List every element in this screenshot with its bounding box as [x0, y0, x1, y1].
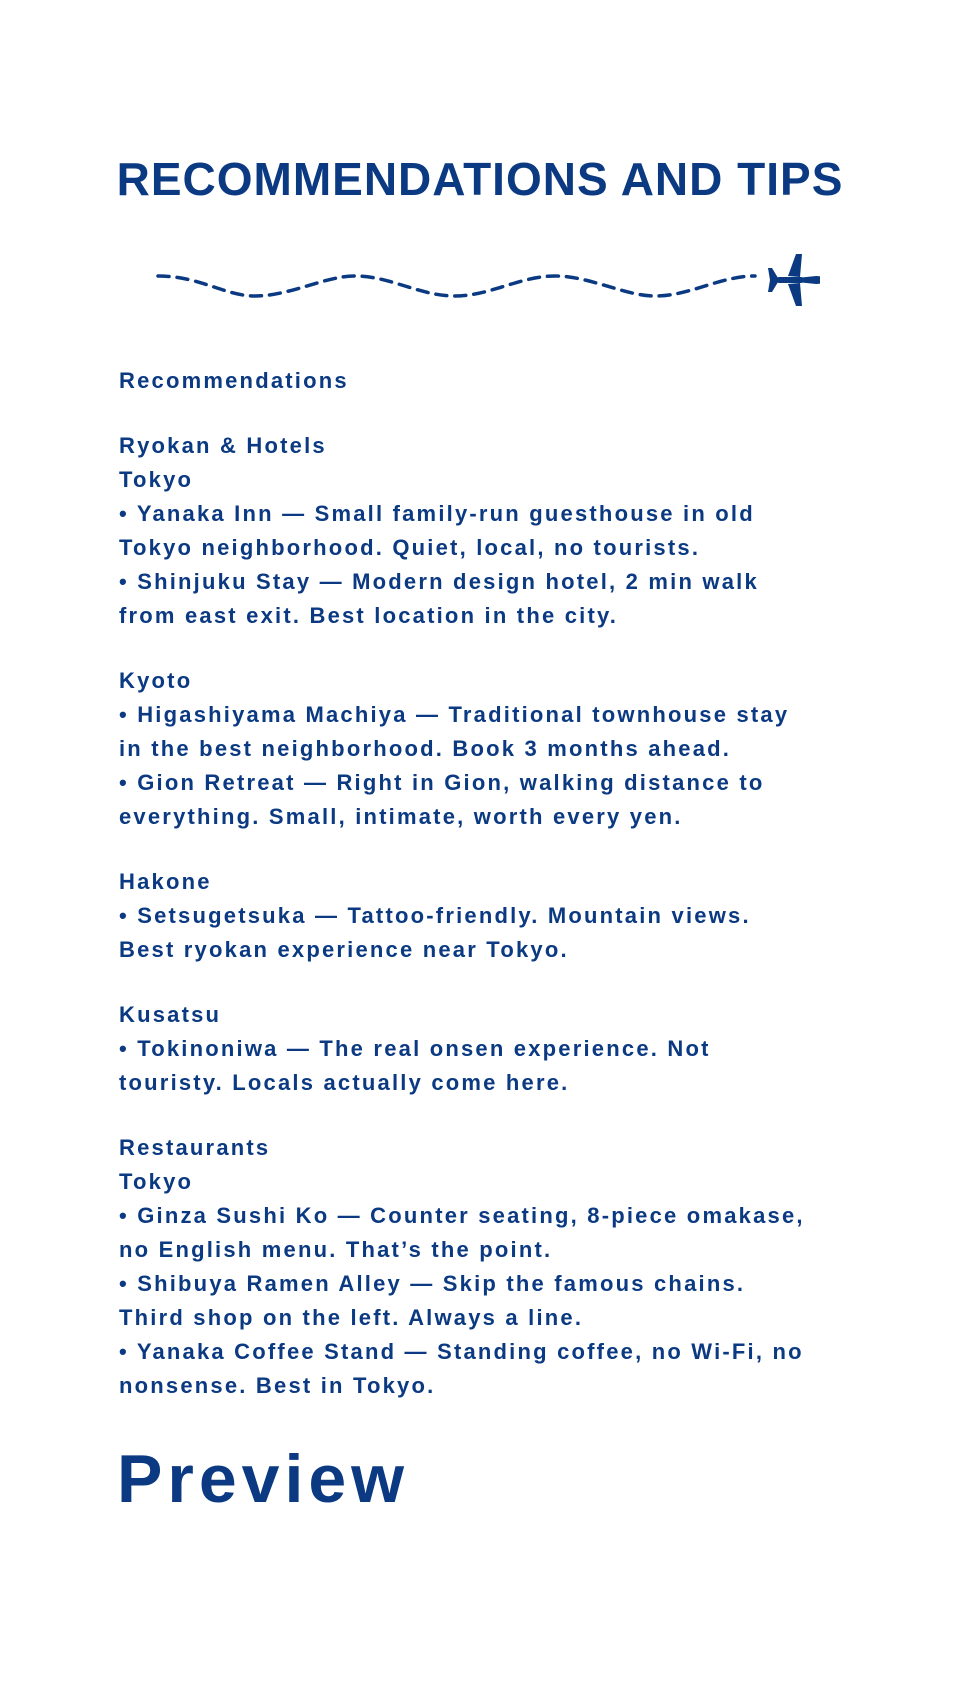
page-title: RECOMMENDATIONS AND TIPS [116, 153, 844, 205]
list-item: • Yanaka Coffee Stand — Standing coffee, no Wi-Fi, no [119, 1339, 804, 1364]
list-item: • Higashiyama Machiya — Traditional townhouse stay [119, 702, 790, 727]
preview-label: Preview [117, 1441, 410, 1517]
section-heading-restaurants: Restaurants [119, 1135, 271, 1160]
list-item: • Shinjuku Stay — Modern design hotel, 2 min walk [119, 569, 759, 594]
list-item-continued: in the best neighborhood. Book 3 months ahead. [119, 736, 732, 761]
list-item: • Yanaka Inn — Small family-run guesthouse in old [119, 501, 755, 526]
dashed-route-line [158, 276, 755, 296]
city-heading-tokyo: Tokyo [119, 1169, 194, 1194]
section-heading-hotels: Ryokan & Hotels [119, 433, 327, 458]
city-heading-kusatsu: Kusatsu [119, 1002, 222, 1027]
list-item: • Ginza Sushi Ko — Counter seating, 8-piece omakase, [119, 1203, 805, 1228]
section-heading-recommendations: Recommendations [119, 368, 349, 393]
list-item-continued: from east exit. Best location in the city. [119, 603, 619, 628]
list-item-continued: no English menu. That’s the point. [119, 1237, 553, 1262]
city-heading-tokyo: Tokyo [119, 467, 194, 492]
list-item-continued: touristy. Locals actually come here. [119, 1070, 570, 1095]
airplane-icon [768, 254, 820, 306]
list-item: • Shibuya Ramen Alley — Skip the famous chains. [119, 1271, 746, 1296]
list-item-continued: Best ryokan experience near Tokyo. [119, 937, 569, 962]
list-item-continued: Tokyo neighborhood. Quiet, local, no tourists. [119, 535, 701, 560]
list-item: • Tokinoniwa — The real onsen experience. Not [119, 1036, 711, 1061]
list-item-continued: everything. Small, intimate, worth every yen. [119, 804, 683, 829]
city-heading-kyoto: Kyoto [119, 668, 193, 693]
list-item: • Setsugetsuka — Tattoo-friendly. Mountain views. [119, 903, 751, 928]
list-item-continued: nonsense. Best in Tokyo. [119, 1373, 436, 1398]
flight-path-decoration [150, 246, 820, 312]
list-item: • Gion Retreat — Right in Gion, walking distance to [119, 770, 765, 795]
list-item-continued: Third shop on the left. Always a line. [119, 1305, 584, 1330]
city-heading-hakone: Hakone [119, 869, 212, 894]
recommendations-content [119, 364, 859, 1403]
